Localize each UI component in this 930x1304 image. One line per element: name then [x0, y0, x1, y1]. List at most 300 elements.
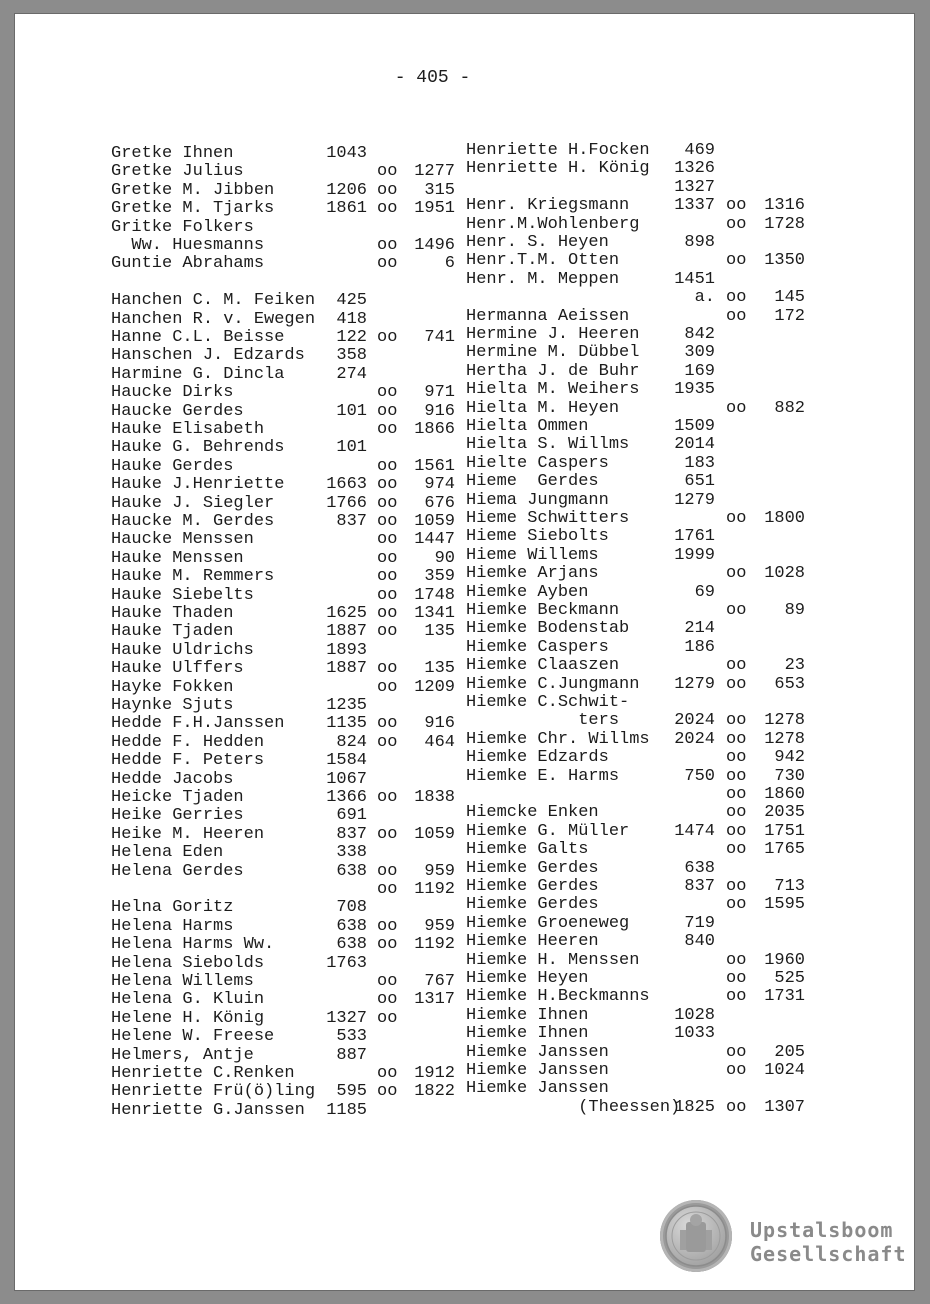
index-entry — [466, 1080, 836, 1098]
index-entry — [466, 400, 836, 418]
entry-number: 638 — [684, 858, 715, 878]
entry-name: Gretke M. Tjarks — [111, 199, 275, 219]
index-entry — [111, 292, 461, 310]
entry-number: 1474 — [674, 821, 715, 841]
entry-number: 418 — [336, 309, 367, 329]
index-entry — [111, 200, 461, 218]
marriage-mark: oo — [726, 766, 747, 786]
entry-marriage-number: 741 — [424, 328, 455, 347]
index-entry — [466, 712, 836, 730]
entry-name: Hauke G. Behrends — [111, 438, 285, 458]
entry-number: 1033 — [674, 1024, 715, 1044]
marriage-mark: oo — [726, 785, 747, 804]
entry-number: 186 — [684, 637, 715, 657]
entry-name: Hermanna Aeissen — [466, 306, 630, 326]
entry-name: Haucke Menssen — [111, 530, 254, 550]
index-entry — [111, 973, 461, 991]
entry-name: (Theessen) — [466, 1097, 681, 1117]
marriage-mark: oo — [726, 1042, 747, 1062]
index-entry — [466, 436, 836, 454]
marriage-mark: oo — [377, 567, 398, 587]
index-entry — [466, 694, 836, 712]
entry-name: Hiemke H.Beckmanns — [466, 987, 650, 1007]
index-entry — [466, 565, 836, 583]
entry-name: Hieme Gerdes — [466, 472, 599, 492]
entry-marriage-number: 882 — [774, 398, 805, 418]
entry-name: Henriette G.Janssen — [111, 1100, 305, 1120]
entry-number: a. — [694, 288, 715, 308]
index-entry — [466, 216, 836, 234]
index-entry — [111, 881, 461, 899]
entry-name: Hielta Ommen — [466, 417, 589, 436]
entry-marriage-number: 713 — [774, 877, 805, 896]
entry-number: 1763 — [326, 953, 367, 973]
index-entry — [111, 605, 461, 623]
index-entry — [466, 896, 836, 914]
entry-marriage-number: 653 — [774, 674, 805, 694]
index-entry — [111, 421, 461, 439]
entry-number: 1887 — [326, 622, 367, 642]
index-entry — [111, 789, 461, 807]
entry-name: Hermine M. Dübbel — [466, 343, 640, 363]
marriage-mark: oo — [726, 656, 747, 676]
index-entry — [466, 326, 836, 344]
entry-marriage-number: 1822 — [414, 1082, 455, 1102]
entry-name: Hiemke C.Jungmann — [466, 674, 640, 694]
seal-emblem-icon — [660, 1200, 732, 1272]
entry-number: 638 — [336, 935, 367, 955]
entry-number: 750 — [684, 766, 715, 786]
entry-number: 1279 — [674, 674, 715, 694]
entry-marriage-number: 1960 — [764, 950, 805, 970]
entry-marriage-number: 1341 — [414, 604, 455, 623]
index-entry — [111, 439, 461, 457]
entry-name: Helene W. Freese — [111, 1027, 275, 1047]
marriage-mark: oo — [726, 950, 747, 970]
marriage-mark: oo — [726, 987, 747, 1007]
entry-marriage-number: 730 — [774, 766, 805, 786]
entry-name: Hauke Siebelts — [111, 585, 254, 605]
entry-number: 824 — [336, 732, 367, 752]
entry-number: 425 — [336, 291, 367, 311]
index-entry — [111, 863, 461, 881]
entry-marriage-number: 6 — [444, 254, 455, 274]
index-entry — [111, 1010, 461, 1028]
marriage-mark: oo — [377, 493, 398, 513]
index-entry — [111, 771, 461, 789]
marriage-mark: oo — [726, 711, 747, 731]
entry-name: Gritke Folkers — [111, 217, 254, 237]
index-entry — [111, 513, 461, 531]
entry-name: Hiemcke Enken — [466, 803, 599, 823]
entry-number: 1451 — [674, 269, 715, 289]
entry-name: Hiemke H. Menssen — [466, 950, 640, 970]
marriage-mark: oo — [726, 1061, 747, 1080]
entry-marriage-number: 135 — [424, 622, 455, 642]
index-entry — [466, 620, 836, 638]
index-entry — [466, 841, 836, 859]
index-entry — [466, 584, 836, 602]
marriage-mark: oo — [377, 456, 398, 476]
entry-name: Harmine G. Dincla — [111, 364, 285, 384]
entry-name: Helena Willems — [111, 972, 254, 991]
entry-marriage-number: 1728 — [764, 214, 805, 234]
marriage-mark: oo — [377, 512, 398, 531]
entry-name: Gretke Ihnen — [111, 144, 234, 163]
entry-number: 840 — [684, 932, 715, 952]
index-entry — [466, 1062, 836, 1080]
entry-name: Helena Harms Ww. — [111, 935, 275, 955]
index-entry — [466, 749, 836, 767]
entry-name: Henr. M. Meppen — [466, 269, 620, 289]
index-entry — [466, 1025, 836, 1043]
index-entry — [111, 274, 461, 292]
index-entry — [466, 639, 836, 657]
entry-marriage-number: 676 — [424, 493, 455, 513]
marriage-mark: oo — [377, 548, 398, 568]
entry-number: 1887 — [326, 659, 367, 679]
index-entry — [111, 752, 461, 770]
index-entry — [466, 823, 836, 841]
index-entry — [111, 237, 461, 255]
entry-number: 1861 — [326, 199, 367, 219]
index-entry — [466, 878, 836, 896]
index-entry — [111, 366, 461, 384]
marriage-mark: oo — [726, 840, 747, 860]
index-entry — [111, 936, 461, 954]
entry-number: 842 — [684, 325, 715, 344]
entry-name: Hanchen R. v. Ewegen — [111, 309, 316, 329]
marriage-mark: oo — [377, 254, 398, 274]
entry-name: Hauke Thaden — [111, 604, 234, 623]
entry-name: Henr.M.Wohlenberg — [466, 214, 640, 234]
entry-name: Hiemke Janssen — [466, 1079, 609, 1099]
marriage-mark: oo — [377, 861, 398, 881]
entry-name: Hiemke Heeren — [466, 932, 599, 952]
entry-name: Hiemke E. Harms — [466, 766, 620, 786]
entry-name: Hanschen J. Edzards — [111, 346, 305, 366]
index-entry — [466, 363, 836, 381]
entry-name: Hieme Willems — [466, 545, 599, 565]
index-entry — [111, 679, 461, 697]
entry-number: 2024 — [674, 729, 715, 749]
index-entry — [466, 252, 836, 270]
entry-name: Helena G. Kluin — [111, 990, 265, 1010]
entry-marriage-number: 1561 — [414, 456, 455, 476]
entry-name: Hiemke Bodenstab — [466, 619, 630, 639]
index-entry — [111, 568, 461, 586]
entry-marriage-number: 1765 — [764, 840, 805, 860]
index-entry — [111, 347, 461, 365]
marriage-mark: oo — [726, 821, 747, 841]
entry-name: Hiemke Ayben — [466, 582, 589, 602]
entry-name: Hayke Fokken — [111, 677, 234, 697]
entry-number: 887 — [336, 1045, 367, 1065]
marriage-mark: oo — [377, 990, 398, 1010]
entry-name: Heicke Tjaden — [111, 788, 244, 807]
entry-marriage-number: 1860 — [764, 785, 805, 804]
marriage-mark: oo — [377, 199, 398, 219]
entry-name: Hiemke Gerdes — [466, 895, 599, 915]
entry-number: 1185 — [326, 1100, 367, 1120]
publisher-line-1: Upstalsboom — [750, 1218, 894, 1242]
entry-number: 1935 — [674, 380, 715, 400]
entry-marriage-number: 959 — [424, 861, 455, 881]
entry-number: 309 — [684, 343, 715, 363]
entry-name: Hieme Schwitters — [466, 509, 630, 528]
entry-number: 1135 — [326, 714, 367, 734]
entry-name: Haucke M. Gerdes — [111, 512, 275, 531]
entry-number: 719 — [684, 913, 715, 933]
index-entry — [111, 955, 461, 973]
marriage-mark: oo — [377, 604, 398, 623]
index-entry — [111, 660, 461, 678]
entry-number: 1761 — [674, 527, 715, 547]
marriage-mark: oo — [377, 1064, 398, 1083]
entry-number: 338 — [336, 843, 367, 863]
index-entry — [111, 587, 461, 605]
index-entry — [111, 255, 461, 273]
entry-number: 1366 — [326, 788, 367, 807]
entry-number: 837 — [336, 512, 367, 531]
entry-number: 169 — [684, 361, 715, 381]
entry-name: Hiemke Edzards — [466, 748, 609, 768]
entry-marriage-number: 1447 — [414, 530, 455, 550]
entry-number: 101 — [336, 401, 367, 421]
entry-marriage-number: 1496 — [414, 236, 455, 255]
index-entry — [111, 219, 461, 237]
entry-name: Helna Goritz — [111, 898, 234, 918]
marriage-mark: oo — [377, 585, 398, 605]
index-entry — [111, 1028, 461, 1046]
entry-number: 1893 — [326, 640, 367, 660]
entry-number: 1327 — [326, 1008, 367, 1028]
marriage-mark: oo — [377, 732, 398, 752]
entry-number: 214 — [684, 619, 715, 639]
entry-marriage-number: 1028 — [764, 564, 805, 584]
index-entry — [466, 1099, 836, 1117]
marriage-mark: oo — [377, 401, 398, 421]
entry-name: Henr. Kriegsmann — [466, 196, 630, 216]
marriage-mark: oo — [377, 788, 398, 807]
entry-number: 651 — [684, 472, 715, 492]
entry-number: 69 — [694, 582, 715, 602]
entry-name: Hiemke Caspers — [466, 637, 609, 657]
entry-name: Hermine J. Heeren — [466, 325, 640, 344]
entry-marriage-number: 1307 — [764, 1097, 805, 1117]
index-entry — [466, 492, 836, 510]
entry-name: Haucke Gerdes — [111, 401, 244, 421]
publisher-name — [750, 1218, 907, 1266]
entry-name: Hiemke Groeneweg — [466, 913, 630, 933]
entry-name: Hanne C.L. Beisse — [111, 328, 285, 347]
index-entry — [466, 1007, 836, 1025]
marriage-mark: oo — [377, 677, 398, 697]
index-entry — [111, 495, 461, 513]
index-entry — [466, 988, 836, 1006]
index-entry — [111, 715, 461, 733]
entry-number: 183 — [684, 453, 715, 473]
entry-name: Hanchen C. M. Feiken — [111, 291, 316, 311]
index-entry — [111, 550, 461, 568]
entry-marriage-number: 1838 — [414, 788, 455, 807]
index-entry — [111, 403, 461, 421]
entry-name: Helena Harms — [111, 916, 234, 936]
entry-marriage-number: 767 — [424, 972, 455, 991]
marriage-mark: oo — [726, 509, 747, 528]
index-entry — [466, 676, 836, 694]
entry-number: 1766 — [326, 493, 367, 513]
entry-marriage-number: 2035 — [764, 803, 805, 823]
entry-name: Hauke Gerdes — [111, 456, 234, 476]
marriage-mark: oo — [726, 729, 747, 749]
index-entry — [111, 991, 461, 1009]
entry-name: Hauke Tjaden — [111, 622, 234, 642]
index-entry — [111, 1047, 461, 1065]
marriage-mark: oo — [377, 530, 398, 550]
marriage-mark: oo — [377, 1008, 398, 1028]
entry-number: 837 — [684, 877, 715, 896]
entry-name: Helena Eden — [111, 843, 224, 863]
entry-name: Hauke J. Siegler — [111, 493, 275, 513]
entry-marriage-number: 1350 — [764, 251, 805, 271]
entry-name: Hiemke Galts — [466, 840, 589, 860]
index-entry — [111, 145, 461, 163]
entry-name: Helena Gerdes — [111, 861, 244, 881]
marriage-mark: oo — [377, 383, 398, 403]
entry-number: 469 — [684, 141, 715, 160]
entry-name: Helene H. König — [111, 1008, 265, 1028]
index-entry — [466, 915, 836, 933]
entry-number: 708 — [336, 898, 367, 918]
marriage-mark: oo — [377, 972, 398, 991]
entry-marriage-number: 1209 — [414, 677, 455, 697]
entry-number: 638 — [336, 916, 367, 936]
entry-name: Hieme Siebolts — [466, 527, 609, 547]
entry-number: 638 — [336, 861, 367, 881]
entry-name: Henriette H.Focken — [466, 141, 650, 160]
entry-name: Hedde F.H.Janssen — [111, 714, 285, 734]
index-entry — [111, 384, 461, 402]
marriage-mark: oo — [377, 824, 398, 844]
index-entry — [111, 329, 461, 347]
entry-marriage-number: 1278 — [764, 729, 805, 749]
entry-name: Hedde F. Peters — [111, 751, 265, 771]
entry-marriage-number: 90 — [434, 548, 455, 568]
entry-name: Hauke J.Henriette — [111, 475, 285, 495]
entry-number: 122 — [336, 328, 367, 347]
entry-number: 2024 — [674, 711, 715, 731]
entry-name: Gretke M. Jibben — [111, 180, 275, 200]
marriage-mark: oo — [726, 288, 747, 308]
entry-name: Gretke Julius — [111, 162, 244, 182]
index-entry — [466, 768, 836, 786]
entry-name: Heike Gerries — [111, 806, 244, 826]
entry-name: Hauke Elisabeth — [111, 420, 265, 439]
index-entry — [466, 234, 836, 252]
index-entry — [466, 289, 836, 307]
entry-name: Hiemke Chr. Willms — [466, 729, 650, 749]
index-entry — [111, 623, 461, 641]
entry-marriage-number: 464 — [424, 732, 455, 752]
index-entry — [111, 531, 461, 549]
marriage-mark: oo — [726, 877, 747, 896]
entry-name: Hiemke Ihnen — [466, 1024, 589, 1044]
entry-marriage-number: 1800 — [764, 509, 805, 528]
marriage-mark: oo — [726, 306, 747, 326]
entry-name: Hiemke G. Müller — [466, 821, 630, 841]
entry-marriage-number: 1595 — [764, 895, 805, 915]
entry-marriage-number: 172 — [774, 306, 805, 326]
entry-marriage-number: 942 — [774, 748, 805, 768]
index-entry — [111, 697, 461, 715]
marriage-mark: oo — [377, 659, 398, 679]
marriage-mark: oo — [377, 420, 398, 439]
entry-marriage-number: 145 — [774, 288, 805, 308]
index-entry — [466, 418, 836, 436]
index-entry — [466, 344, 836, 362]
entry-name: Hedde Jacobs — [111, 769, 234, 789]
index-entry — [466, 602, 836, 620]
index-entry — [466, 271, 836, 289]
entry-name: Hauke Ulffers — [111, 659, 244, 679]
entry-marriage-number: 89 — [784, 601, 805, 620]
entry-name: Hiemke Beckmann — [466, 601, 620, 620]
entry-name: Hiemke C.Schwit- — [466, 693, 630, 712]
index-entry — [111, 826, 461, 844]
entry-marriage-number: 1912 — [414, 1064, 455, 1083]
index-entry — [466, 952, 836, 970]
entry-name: Hedde F. Hedden — [111, 732, 265, 752]
index-entry — [466, 528, 836, 546]
entry-marriage-number: 359 — [424, 567, 455, 587]
index-entry — [111, 458, 461, 476]
marriage-mark: oo — [377, 935, 398, 955]
entry-marriage-number: 1277 — [414, 162, 455, 182]
entry-number: 1825 — [674, 1097, 715, 1117]
society-seal-logo — [660, 1200, 732, 1272]
entry-name: Henriette C.Renken — [111, 1064, 295, 1083]
entry-marriage-number: 1748 — [414, 585, 455, 605]
index-entry — [111, 311, 461, 329]
index-entry — [466, 786, 836, 804]
marriage-mark: oo — [377, 236, 398, 255]
entry-marriage-number: 916 — [424, 714, 455, 734]
index-entry — [466, 1044, 836, 1062]
entry-number: 595 — [336, 1082, 367, 1102]
entry-name: Haucke Dirks — [111, 383, 234, 403]
marriage-mark: oo — [377, 1082, 398, 1102]
entry-marriage-number: 1751 — [764, 821, 805, 841]
entry-marriage-number: 1866 — [414, 420, 455, 439]
entry-marriage-number: 525 — [774, 969, 805, 988]
entry-number: 1327 — [674, 177, 715, 197]
entry-number: 358 — [336, 346, 367, 366]
marriage-mark: oo — [377, 880, 398, 899]
entry-number: 274 — [336, 364, 367, 384]
entry-number: 1584 — [326, 751, 367, 771]
entry-marriage-number: 1059 — [414, 824, 455, 844]
entry-number: 898 — [684, 233, 715, 252]
index-entry — [466, 142, 836, 160]
entry-name: Hauke Menssen — [111, 548, 244, 568]
entry-number: 533 — [336, 1027, 367, 1047]
index-entry — [466, 381, 836, 399]
entry-marriage-number: 1317 — [414, 990, 455, 1010]
entry-number: 101 — [336, 438, 367, 458]
index-entry — [111, 642, 461, 660]
index-entry — [111, 476, 461, 494]
